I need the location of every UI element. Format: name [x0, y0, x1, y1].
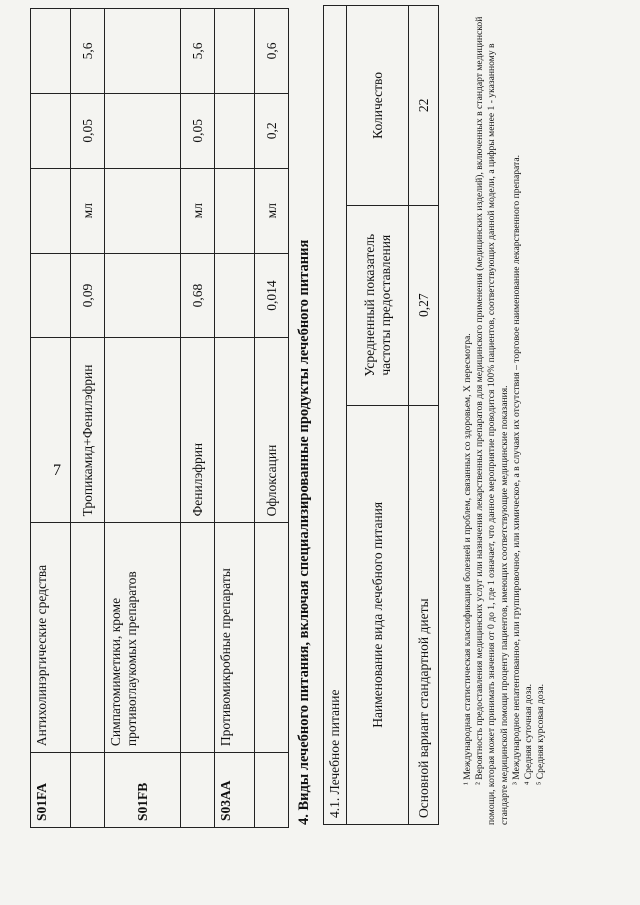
ssd [215, 93, 255, 168]
subsection-title: 4.1. Лечебное питание [324, 6, 347, 825]
unit [215, 168, 255, 253]
footnote-4: ⁴ Средняя суточная доза. [523, 683, 535, 785]
unit: мл [71, 168, 105, 253]
drug-name [215, 338, 255, 523]
skd: 5,6 [181, 9, 215, 94]
skd [31, 9, 71, 94]
page-number: 7 [53, 462, 61, 479]
table-row [181, 9, 215, 828]
frequency [31, 253, 71, 338]
table-row [71, 9, 105, 828]
table-row [31, 9, 71, 828]
ssd: 0,05 [71, 93, 105, 168]
drug-group: Антихолинэргические средства [31, 523, 71, 753]
footnote-5: ⁵ Средняя курсовая доза. [535, 683, 547, 785]
ssd [31, 93, 71, 168]
diet-count: 22 [409, 6, 439, 206]
drug-group: Противомикробные препараты [215, 523, 255, 753]
section-title: 4. Виды лечебного питания, включая специализированные продукты лечебного питания [296, 239, 312, 825]
atc-code: S01FA [31, 753, 71, 828]
table-row [215, 9, 255, 828]
footnote-1: ¹ Международная статистическая классификация болезней и проблем, связанных со здоровьем, X пересмотра. [462, 333, 473, 785]
footnote-2: ² Вероятность предоставления медицинских услуг или назначения лекарственных препаратов для медицинского применения (медицинских изделий), включенных в стандарт медицинской помощи, которая может принимать значения от 0 до 1, где 1 означает, что данное мероприятие проводится 100% пациентов, соответствующих данной модели, а цифры менее 1 - указанному в стандарте медицинской помощи проценту пациентов, имеющих соответствующие медицинские показания. [474, 16, 510, 825]
ssd: 0,2 [255, 93, 289, 168]
unit: мл [255, 168, 289, 253]
drug-group [181, 523, 215, 753]
skd: 0,6 [255, 9, 289, 94]
drug-group [71, 523, 105, 753]
drug-group: Симпатомиметики, кроме противоглаукомых препаратов [105, 523, 181, 753]
drug-name: Тропикамид+Фенилэфрин [71, 338, 105, 523]
drug-name: Офлоксацин [255, 338, 289, 523]
unit: мл [181, 168, 215, 253]
frequency [215, 253, 255, 338]
atc-code: S01FB [105, 753, 181, 828]
table-row [409, 6, 439, 825]
atc-code [181, 753, 215, 828]
drug-table [30, 8, 289, 828]
drug-name [31, 338, 71, 523]
drug-group [255, 523, 289, 753]
drug-name [105, 338, 181, 523]
frequency: 0,09 [71, 253, 105, 338]
atc-code [255, 753, 289, 828]
ssd [105, 93, 181, 168]
diet-name: Основной вариант стандартной диеты [409, 405, 439, 824]
skd [105, 9, 181, 94]
diet-frequency: 0,27 [409, 205, 439, 405]
ssd: 0,05 [181, 93, 215, 168]
drug-name: Фенилэфрин [181, 338, 215, 523]
table-row [347, 6, 409, 825]
unit [105, 168, 181, 253]
atc-code [71, 753, 105, 828]
header-frequency: Усредненный показатель частоты предоставления [347, 205, 409, 405]
skd [215, 9, 255, 94]
footnote-3: ³ Международное непатентованное, или группировочное, или химическое, а в случаях их отсутствия – торговое наименование лекарственного препарата. [510, 155, 522, 785]
skd: 5,6 [71, 9, 105, 94]
nutrition-table [323, 5, 439, 825]
header-name: Наименование вида лечебного питания [347, 405, 409, 824]
frequency [105, 253, 181, 338]
table-row [324, 6, 347, 825]
footnotes [462, 5, 547, 825]
header-count: Количество [347, 6, 409, 206]
frequency: 0,014 [255, 253, 289, 338]
table-row [105, 9, 181, 828]
unit [31, 168, 71, 253]
atc-code: S03AA [215, 753, 255, 828]
frequency: 0,68 [181, 253, 215, 338]
table-row [255, 9, 289, 828]
